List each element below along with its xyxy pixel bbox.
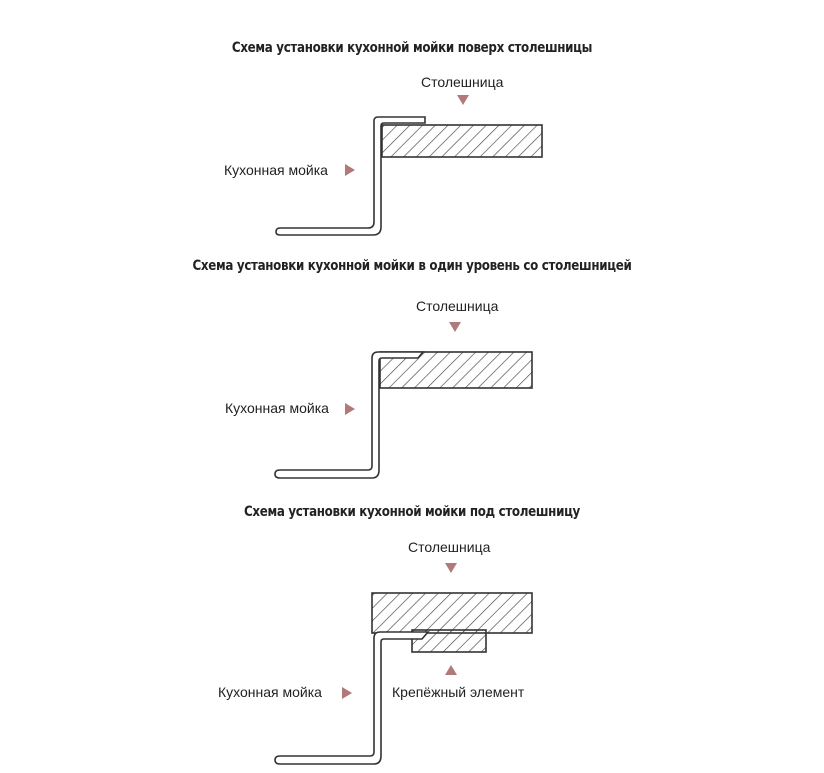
diagram-undermount — [275, 593, 532, 764]
countertop-label-2: Столешница — [416, 298, 499, 314]
arrow-right-icon — [342, 687, 352, 699]
countertop-label-3: Столешница — [408, 539, 491, 555]
arrow-down-icon — [457, 95, 469, 105]
countertop-shape-3 — [372, 593, 532, 633]
fastener-label: Крепёжный элемент — [392, 684, 525, 700]
sink-label-1: Кухонная мойка — [224, 162, 328, 178]
arrow-right-icon — [345, 164, 355, 176]
diagram-title-flush: Схема установки кухонной мойки в один уровень со столешницей — [192, 258, 632, 274]
arrow-down-icon — [449, 322, 461, 332]
arrow-up-icon — [445, 665, 457, 675]
diagram-title-undermount: Схема установки кухонной мойки под столешницу — [244, 504, 580, 520]
diagram-title-overmount: Схема установки кухонной мойки поверх столешницы — [231, 40, 593, 56]
countertop-shape-1 — [382, 125, 542, 157]
sink-label-2: Кухонная мойка — [225, 400, 329, 416]
sink-label-3: Кухонная мойка — [218, 684, 322, 700]
arrow-right-icon — [345, 403, 355, 415]
arrow-down-icon — [445, 563, 457, 573]
countertop-label-1: Столешница — [421, 74, 504, 90]
